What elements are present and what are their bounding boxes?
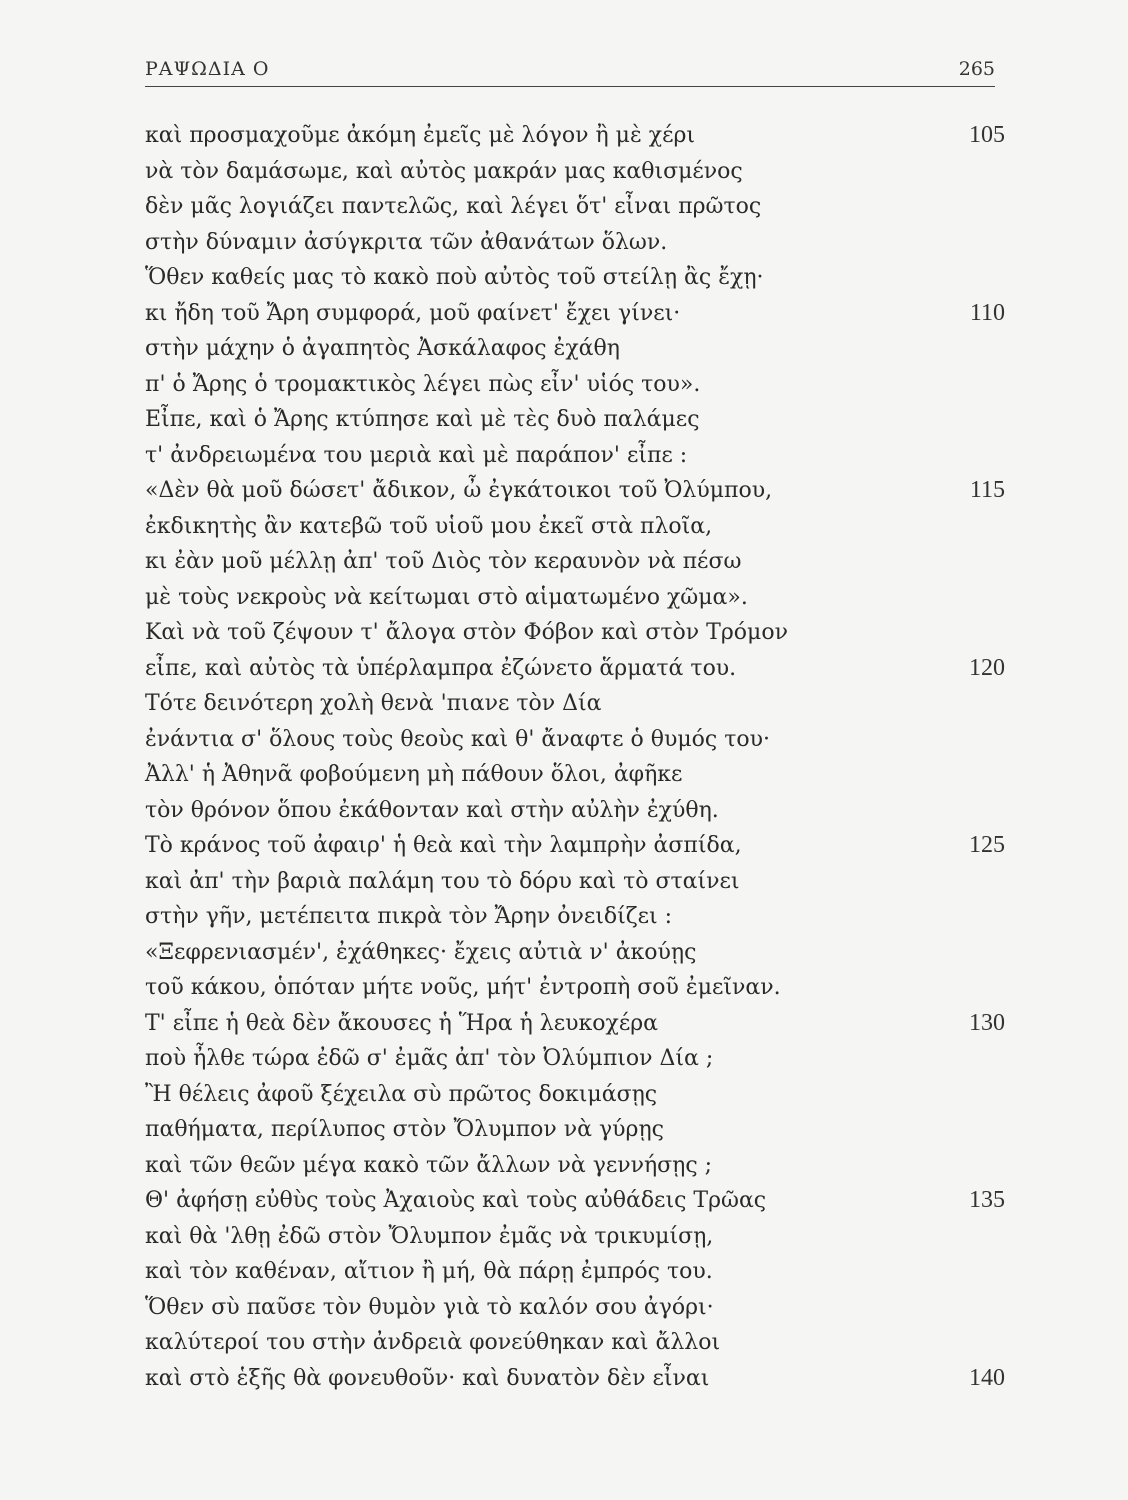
verse-text: καὶ τῶν θεῶν μέγα κακὸ τῶν ἄλλων νὰ γεννήσῃς ;: [145, 1152, 713, 1178]
verse-line: [145, 118, 1005, 154]
verse-text: Τότε δεινότερη χολὴ θενὰ 'πιανε τὸν Δία: [145, 691, 602, 716]
verse-line: [145, 1041, 1005, 1077]
verse-text: π' ὁ Ἄρης ὁ τρομακτικὸς λέγει πὼς εἶν' υἱός του».: [145, 371, 701, 397]
verse-text: Θ' ἀφήσῃ εὐθὺς τοὺς Ἀχαιοὺς καὶ τοὺς αὐθάδεις Τρῶας: [145, 1188, 767, 1213]
line-number: 105: [969, 122, 1005, 148]
verse-text: «Δὲν θὰ μοῦ δώσετ' ἄδικον, ὦ ἐγκάτοικοι τοῦ Ὀλύμπου,: [145, 478, 773, 503]
verse-line: [145, 367, 1005, 403]
verse-text: ποὺ ἦλθε τώρα ἐδῶ σ' ἐμᾶς ἀπ' τὸν Ὀλύμπιον Δία ;: [145, 1046, 714, 1071]
running-header: [145, 56, 995, 87]
verse-line: [145, 651, 1005, 687]
verse-text: Τ' εἶπε ἡ θεὰ δὲν ἄκουσες ἡ Ἥρα ἡ λευκοχέρα: [145, 1010, 659, 1036]
line-number: 135: [969, 1187, 1005, 1213]
verse-line: [145, 722, 1005, 758]
verse-line: [145, 438, 1005, 474]
verse-line: [145, 793, 1005, 829]
verse-line: [145, 260, 1005, 296]
verse-line: [145, 1219, 1005, 1255]
verse-line: [145, 1148, 1005, 1184]
verse-line: [145, 189, 1005, 225]
verse-line: [145, 1361, 1005, 1397]
verse-line: [145, 580, 1005, 616]
verse-text: Ἀλλ' ἡ Ἀθηνᾶ φοβούμενη μὴ πάθουν ὅλοι, ἀφῆκε: [145, 762, 683, 787]
verse-text: στὴν γῆν, μετέπειτα πικρὰ τὸν Ἄρην ὀνειδίζει :: [145, 904, 673, 929]
verse-line: [145, 473, 1005, 509]
verse-text: Καὶ νὰ τοῦ ζέψουν τ' ἄλογα στὸν Φόβον καὶ στὸν Τρόμον: [145, 620, 788, 645]
line-number: 130: [969, 1009, 1005, 1036]
verse-text: ἐνάντια σ' ὅλους τοὺς θεοὺς καὶ θ' ἄναφτε ὁ θυμός του·: [145, 726, 770, 752]
verse-text: καὶ θὰ 'λθῃ ἐδῶ στὸν Ὄλυμπον ἐμᾶς νὰ τρικυμίσῃ,: [145, 1223, 714, 1249]
page-number: 265: [958, 58, 995, 80]
verse-line: [145, 225, 1005, 261]
verse-text: καὶ στὸ ἑξῆς θὰ φονευθοῦν· καὶ δυνατὸν δὲν εἶναι: [145, 1365, 710, 1391]
verse-text: καλύτεροί του στὴν ἀνδρειὰ φονεύθηκαν καὶ ἄλλοι: [145, 1330, 721, 1355]
verse-line: [145, 1290, 1005, 1326]
verse-line: [145, 1254, 1005, 1290]
verse-line: [145, 154, 1005, 190]
line-number: 140: [969, 1364, 1005, 1391]
verse-text: τὸν θρόνον ὅπου ἐκάθονταν καὶ στὴν αὐλὴν ἐχύθη.: [145, 797, 719, 823]
verse-text: Ὅθεν σὺ παῦσε τὸν θυμὸν γιὰ τὸ καλόν σου ἀγόρι·: [145, 1294, 714, 1320]
line-number: 115: [969, 477, 1005, 503]
line-number: 110: [969, 299, 1005, 326]
verse-line: [145, 1112, 1005, 1148]
verse-line: [145, 1006, 1005, 1042]
verse-text: ἐκδικητὴς ἂν κατεβῶ τοῦ υἱοῦ μου ἐκεῖ στὰ πλοῖα,: [145, 513, 713, 539]
verse-line: [145, 970, 1005, 1006]
verse-text: κι ἤδη τοῦ Ἄρη συμφορά, μοῦ φαίνετ' ἔχει γίνει·: [145, 300, 681, 326]
verse-text: τοῦ κάκου, ὁπόταν μήτε νοῦς, μήτ' ἐντροπὴ σοῦ ἐμεῖναν.: [145, 975, 781, 1000]
line-number: 120: [969, 654, 1005, 681]
verse-line: [145, 1077, 1005, 1113]
verse-line: [145, 864, 1005, 900]
verse-text: τ' ἀνδρειωμένα του μεριὰ καὶ μὲ παράπον' εἶπε :: [145, 442, 688, 468]
verse-line: [145, 1325, 1005, 1361]
verse-text: Ὅθεν καθείς μας τὸ κακὸ ποὺ αὐτὸς τοῦ στείλῃ ἂς ἔχῃ·: [145, 265, 764, 290]
verse-line: [145, 296, 1005, 332]
verse-line: [145, 899, 1005, 935]
verse-line: [145, 544, 1005, 580]
verse-text: καὶ τὸν καθέναν, αἴτιον ἢ μή, θὰ πάρῃ ἐμπρός του.: [145, 1259, 713, 1284]
line-number: 125: [969, 832, 1005, 858]
verse-text: νὰ τὸν δαμάσωμε, καὶ αὐτὸς μακράν μας καθισμένος: [145, 158, 743, 184]
verse-text: καὶ ἀπ' τὴν βαριὰ παλάμη του τὸ δόρυ καὶ τὸ σταίνει: [145, 868, 740, 894]
verse-text: Τὸ κράνος τοῦ ἀφαιρ' ἡ θεὰ καὶ τὴν λαμπρὴν ἀσπίδα,: [145, 833, 742, 858]
verse-text: μὲ τοὺς νεκροὺς νὰ κείτωμαι στὸ αἱματωμένο χῶμα».: [145, 584, 748, 610]
verse-line: [145, 1183, 1005, 1219]
verse-text: παθήματα, περίλυπος στὸν Ὄλυμπον νὰ γύρῃς: [145, 1117, 664, 1142]
chapter-title: ΡΑΨΩΔΙΑ Ο: [145, 58, 270, 80]
verse-text: Εἶπε, καὶ ὁ Ἄρης κτύπησε καὶ μὲ τὲς δυὸ παλάμες: [145, 407, 700, 432]
verse-text: Ἢ θέλεις ἀφοῦ ξέχειλα σὺ πρῶτος δοκιμάσῃς: [145, 1081, 658, 1107]
verse-block: [145, 118, 1005, 1396]
verse-line: [145, 828, 1005, 864]
verse-text: στὴν δύναμιν ἀσύγκριτα τῶν ἀθανάτων ὅλων.: [145, 229, 668, 255]
verse-text: κι ἐὰν μοῦ μέλλῃ ἀπ' τοῦ Διὸς τὸν κεραυνὸν νὰ πέσω: [145, 549, 742, 574]
verse-line: [145, 509, 1005, 545]
verse-line: [145, 935, 1005, 971]
verse-text: εἶπε, καὶ αὐτὸς τὰ ὑπέρλαμπρα ἐζώνετο ἅρματά του.: [145, 655, 737, 681]
verse-line: [145, 757, 1005, 793]
verse-text: καὶ προσμαχοῦμε ἀκόμη ἐμεῖς μὲ λόγον ἢ μὲ χέρι: [145, 123, 696, 148]
verse-text: δὲν μᾶς λογιάζει παντελῶς, καὶ λέγει ὅτ' εἶναι πρῶτος: [145, 194, 762, 219]
verse-line: [145, 686, 1005, 722]
verse-line: [145, 615, 1005, 651]
verse-line: [145, 402, 1005, 438]
verse-text: στὴν μάχην ὁ ἀγαπητὸς Ἀσκάλαφος ἐχάθη: [145, 336, 620, 361]
verse-text: «Ξεφρενιασμέν', ἐχάθηκες· ἔχεις αὐτιὰ ν' ἀκούῃς: [145, 939, 697, 965]
verse-line: [145, 331, 1005, 367]
